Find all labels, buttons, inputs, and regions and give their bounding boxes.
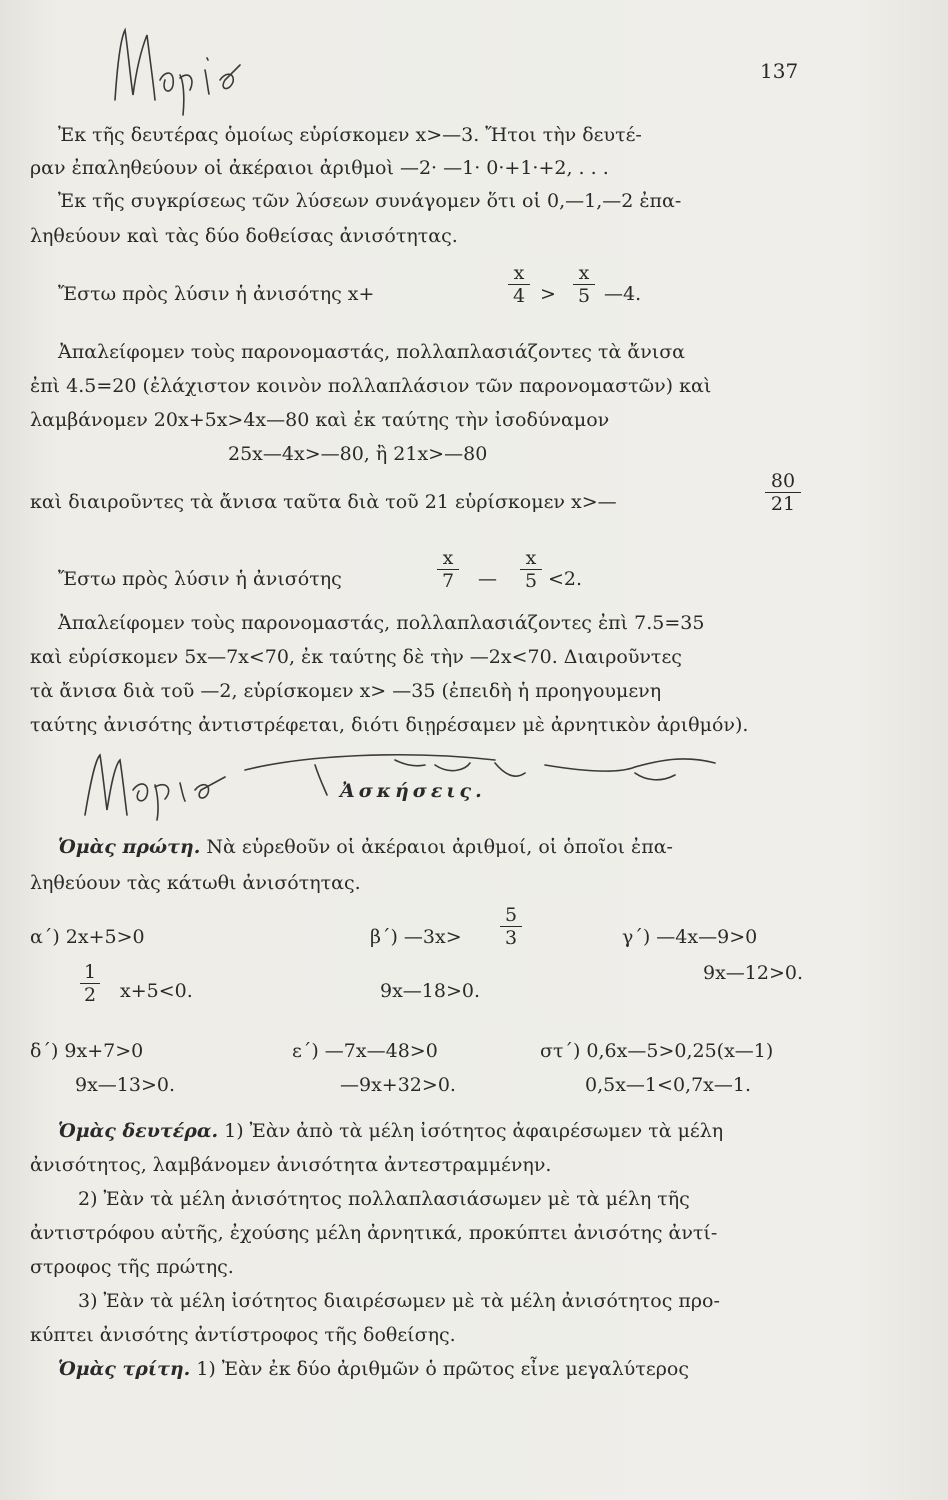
fraction bbox=[520, 548, 542, 591]
text-line: κύπτει ἀνισότης ἀντίστροφος τῆς δοθείσης. bbox=[30, 1324, 456, 1346]
fraction-numerator: x bbox=[442, 547, 454, 569]
section-heading: Ἀσκήσεις. bbox=[340, 780, 486, 802]
exercise-st1: στ΄) 0,6x—5>0,25(x—1) bbox=[540, 1040, 774, 1062]
text-line: ἀνισότητος, λαμβάνομεν ἀνισότητα ἀντεστραμμένην. bbox=[30, 1154, 552, 1176]
fraction bbox=[80, 962, 100, 1005]
text-line: τὰ ἄνισα διὰ τοῦ —2, εὑρίσκομεν x> —35 (ἐπειδὴ ἡ προηγουμενη bbox=[30, 680, 662, 702]
inequality-line: Ἔστω πρὸς λύσιν ἡ ἀνισότης x+ bbox=[58, 283, 375, 305]
fraction-numerator: x bbox=[525, 547, 537, 569]
exercise-group-1 bbox=[58, 836, 673, 858]
inequality-constant: —4. bbox=[604, 283, 642, 305]
text-line: Ἀπαλείφομεν τοὺς παρονομαστάς, πολλαπλασιάζοντες ἐπὶ 7.5=35 bbox=[58, 612, 705, 634]
group-title: Ὁμὰς δευτέρα. bbox=[58, 1120, 219, 1142]
text-line: καὶ εὑρίσκομεν 5x—7x<70, ἐκ ταύτης δὲ τὴν —2x<70. Διαιροῦντες bbox=[30, 646, 682, 668]
group-text: 1) Ἐὰν ἀπὸ τὰ μέλη ἰσότητος ἀφαιρέσωμεν τὰ μέλη bbox=[218, 1120, 724, 1142]
exercise-b2: 9x—18>0. bbox=[380, 980, 481, 1002]
exercise-g1: γ΄) —4x—9>0 bbox=[622, 926, 758, 948]
equation-line: 25x—4x>—80, ἢ 21x>—80 bbox=[228, 443, 488, 465]
fraction bbox=[508, 263, 530, 306]
fraction-denominator: 3 bbox=[504, 927, 518, 949]
fraction-denominator: 2 bbox=[83, 984, 97, 1006]
text-line: ἀντιστρόφου αὐτῆς, ἐχούσης μέλη ἀρνητικά, προκύπτει ἀνισότης ἀντί- bbox=[30, 1222, 718, 1244]
text-line: ληθεύουν καὶ τὰς δύο δοθείσας ἀνισότητας. bbox=[30, 225, 458, 247]
text-line: λαμβάνομεν 20x+5x>4x—80 καὶ ἐκ ταύτης τὴν ἰσοδύναμον bbox=[30, 409, 610, 431]
text-line: 2) Ἐὰν τὰ μέλη ἀνισότητος πολλαπλασιάσωμεν μὲ τὰ μέλη τῆς bbox=[78, 1188, 690, 1210]
fraction-numerator: 80 bbox=[770, 470, 796, 492]
handwritten-signature-top bbox=[95, 20, 295, 120]
page-number: 137 bbox=[760, 59, 799, 83]
group-text: Νὰ εὑρεθοῦν οἱ ἀκέραιοι ἀριθμοί, οἱ ὁποῖοι ἐπα- bbox=[200, 836, 673, 858]
text-line: 3) Ἐὰν τὰ μέλη ἰσότητος διαιρέσωμεν μὲ τὰ μέλη ἀνισότητος προ- bbox=[78, 1290, 720, 1312]
group-title: Ὁμὰς πρώτη. bbox=[58, 836, 201, 858]
fraction bbox=[437, 548, 459, 591]
text-line: ταύτης ἀνισότης ἀντιστρέφεται, διότι διῃρέσαμεν μὲ ἀρνητικὸν ἀριθμόν). bbox=[30, 714, 749, 736]
fraction bbox=[500, 905, 522, 948]
group-title: Ὁμὰς τρίτη. bbox=[58, 1358, 191, 1380]
minus-sign: — bbox=[478, 568, 497, 590]
inequality-line: Ἔστω πρὸς λύσιν ἡ ἀνισότης bbox=[58, 568, 342, 590]
group-text: 1) Ἐὰν ἐκ δύο ἀριθμῶν ὁ πρῶτος εἶνε μεγαλύτερος bbox=[190, 1358, 689, 1380]
fraction-denominator: 5 bbox=[577, 285, 591, 307]
text-line: Ἐκ τῆς συγκρίσεως τῶν λύσεων συνάγομεν ὅτι οἱ 0,—1,—2 ἐπα- bbox=[58, 190, 682, 212]
text-line: Ἀπαλείφομεν τοὺς παρονομαστάς, πολλαπλασιάζοντες τὰ ἄνισα bbox=[58, 341, 685, 363]
inequality-constant: <2. bbox=[548, 568, 583, 590]
text-line: ληθεύουν τὰς κάτωθι ἀνισότητας. bbox=[30, 872, 361, 894]
inequality-sign: > bbox=[540, 283, 556, 305]
exercise-group-3 bbox=[58, 1358, 689, 1380]
fraction-denominator: 5 bbox=[524, 570, 538, 592]
fraction bbox=[765, 471, 801, 514]
fraction-numerator: 1 bbox=[83, 961, 97, 983]
exercise-d1: δ΄) 9x+7>0 bbox=[30, 1040, 144, 1062]
text-line: στροφος τῆς πρώτης. bbox=[30, 1256, 234, 1278]
text-line: ραν ἐπαληθεύουν οἱ ἀκέραιοι ἀριθμοὶ —2· —1· 0·+1·+2, . . . bbox=[30, 157, 609, 179]
fraction-denominator: 4 bbox=[512, 285, 526, 307]
fraction-numerator: 5 bbox=[504, 904, 518, 926]
exercise-b1: β΄) —3x> bbox=[370, 926, 462, 948]
exercise-a1: α΄) 2x+5>0 bbox=[30, 926, 145, 948]
fraction bbox=[573, 263, 595, 306]
exercise-group-2 bbox=[58, 1120, 723, 1142]
fraction-denominator: 7 bbox=[441, 570, 455, 592]
text-line: ἐπὶ 4.5=20 (ἐλάχιστον κοινὸν πολλαπλάσιον τῶν παρονομαστῶν) καὶ bbox=[30, 375, 712, 397]
fraction-denominator: 21 bbox=[770, 493, 796, 515]
exercise-e2: —9x+32>0. bbox=[340, 1074, 456, 1096]
fraction-numerator: x bbox=[578, 262, 590, 284]
text-line: καὶ διαιροῦντες τὰ ἄνισα ταῦτα διὰ τοῦ 21 εὑρίσκομεν x>— bbox=[30, 491, 617, 513]
exercise-d2: 9x—13>0. bbox=[75, 1074, 176, 1096]
text-line: Ἐκ τῆς δευτέρας ὁμοίως εὑρίσκομεν x>—3. Ἤτοι τὴν δευτέ- bbox=[58, 124, 642, 146]
exercise-st2: 0,5x—1<0,7x—1. bbox=[585, 1074, 751, 1096]
exercise-a2: x+5<0. bbox=[120, 980, 193, 1002]
exercise-g2: 9x—12>0. bbox=[703, 962, 804, 984]
exercise-e1: ε΄) —7x—48>0 bbox=[292, 1040, 438, 1062]
fraction-numerator: x bbox=[513, 262, 525, 284]
